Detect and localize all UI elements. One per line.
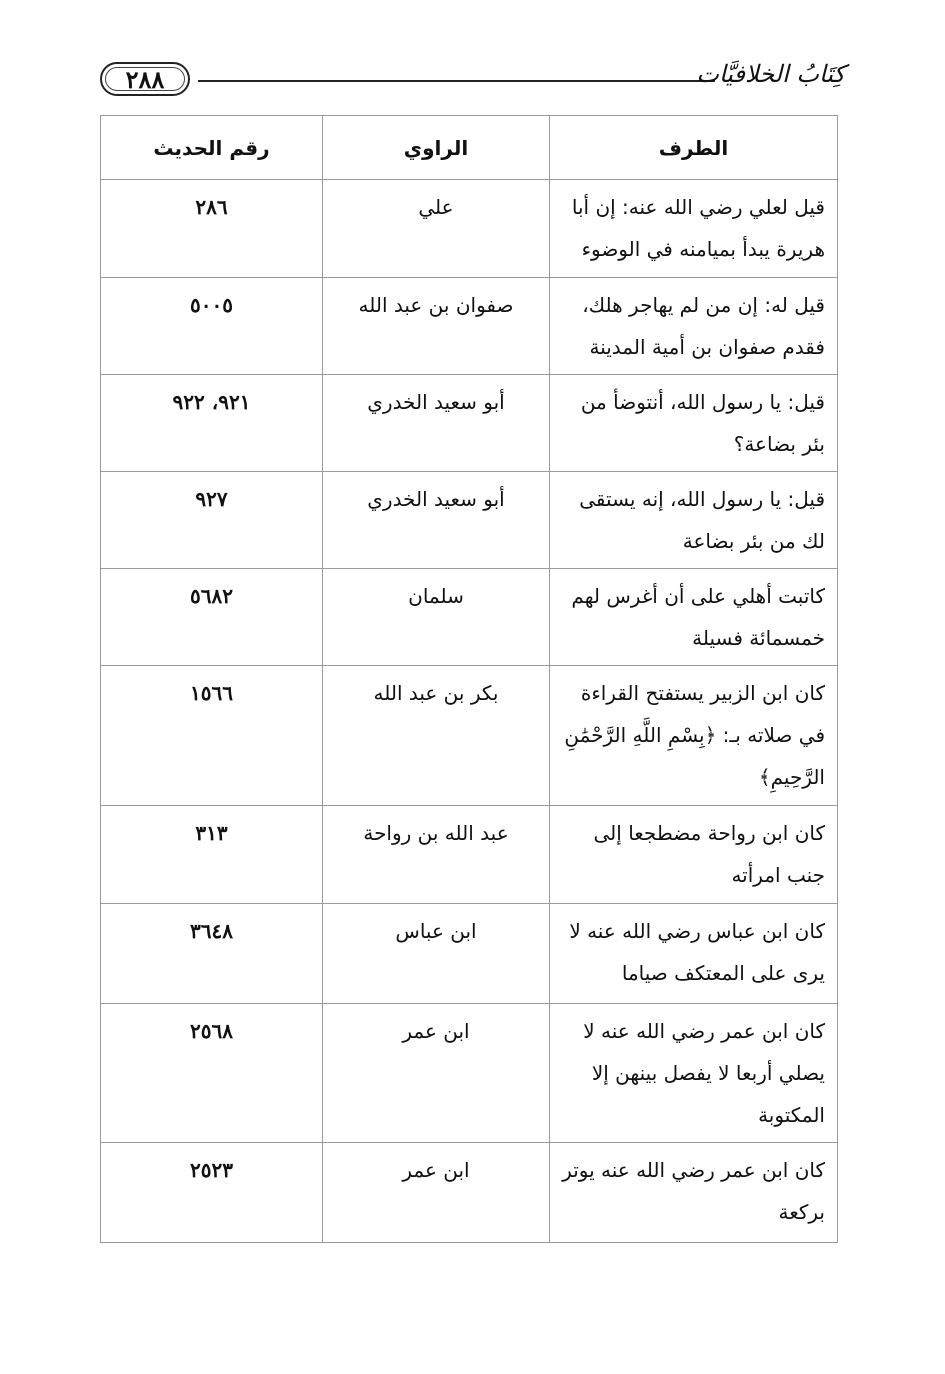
raqm-cell: ٢٥٦٨ xyxy=(101,1004,323,1143)
raqm-cell: ١٥٦٦ xyxy=(101,666,323,806)
table-row xyxy=(101,569,838,666)
page-header xyxy=(100,60,845,100)
rawi-cell: ابن عمر xyxy=(323,1143,550,1243)
raqm-cell: ٥٠٠٥ xyxy=(101,278,323,375)
table-row xyxy=(101,375,838,472)
table-row xyxy=(101,472,838,569)
tarf-cell: كان ابن عباس رضي الله عنه لا يرى على المعتكف صياما xyxy=(550,904,838,1004)
tarf-cell: قيل: يا رسول الله، أنتوضأ من بئر بضاعة؟ xyxy=(550,375,838,472)
rawi-cell: بكر بن عبد الله xyxy=(323,666,550,806)
rawi-cell: صفوان بن عبد الله xyxy=(323,278,550,375)
raqm-cell: ٣٦٤٨ xyxy=(101,904,323,1004)
page-number: ٢٨٨ xyxy=(100,62,190,96)
raqm-cell: ٣١٣ xyxy=(101,806,323,904)
rawi-cell: ابن عباس xyxy=(323,904,550,1004)
table-row xyxy=(101,1004,838,1143)
table-row xyxy=(101,1143,838,1243)
raqm-cell: ٩٢٧ xyxy=(101,472,323,569)
rawi-cell: عبد الله بن رواحة xyxy=(323,806,550,904)
hadith-index-table xyxy=(100,115,838,1243)
rawi-cell: علي xyxy=(323,180,550,278)
tarf-cell: كان ابن عمر رضي الله عنه يوتر بركعة xyxy=(550,1143,838,1243)
header-rule xyxy=(198,80,715,82)
table-row xyxy=(101,904,838,1004)
rawi-cell: أبو سعيد الخدري xyxy=(323,375,550,472)
column-header-raqm: رقم الحديث xyxy=(101,116,323,180)
tarf-cell: كان ابن الزبير يستفتح القراءة في صلاته بـ: ﴿بِسْمِ اللَّهِ الرَّحْمَٰنِ الرَّحِيمِ﴾ xyxy=(550,666,838,806)
hadith-index-table-container xyxy=(100,115,837,1243)
table-header-row xyxy=(101,116,838,180)
table-row xyxy=(101,278,838,375)
rawi-cell: ابن عمر xyxy=(323,1004,550,1143)
raqm-cell: ٩٢١، ٩٢٢ xyxy=(101,375,323,472)
tarf-cell: قيل لعلي رضي الله عنه: إن أبا هريرة يبدأ بميامنه في الوضوء xyxy=(550,180,838,278)
tarf-cell: كان ابن رواحة مضطجعا إلى جنب امرأته xyxy=(550,806,838,904)
table-row xyxy=(101,180,838,278)
raqm-cell: ٢٨٦ xyxy=(101,180,323,278)
tarf-cell: كان ابن عمر رضي الله عنه لا يصلي أربعا لا يفصل بينهن إلا المكتوبة xyxy=(550,1004,838,1143)
book-title: كِتَابُ الخلافيَّات xyxy=(696,60,845,88)
tarf-cell: قيل: يا رسول الله، إنه يستقى لك من بئر بضاعة xyxy=(550,472,838,569)
rawi-cell: سلمان xyxy=(323,569,550,666)
column-header-tarf: الطرف xyxy=(550,116,838,180)
table-row xyxy=(101,806,838,904)
tarf-cell: كاتبت أهلي على أن أغرس لهم خمسمائة فسيلة xyxy=(550,569,838,666)
column-header-rawi: الراوي xyxy=(323,116,550,180)
tarf-cell: قيل له: إن من لم يهاجر هلك، فقدم صفوان بن أمية المدينة xyxy=(550,278,838,375)
rawi-cell: أبو سعيد الخدري xyxy=(323,472,550,569)
raqm-cell: ٢٥٢٣ xyxy=(101,1143,323,1243)
table-row xyxy=(101,666,838,806)
raqm-cell: ٥٦٨٢ xyxy=(101,569,323,666)
